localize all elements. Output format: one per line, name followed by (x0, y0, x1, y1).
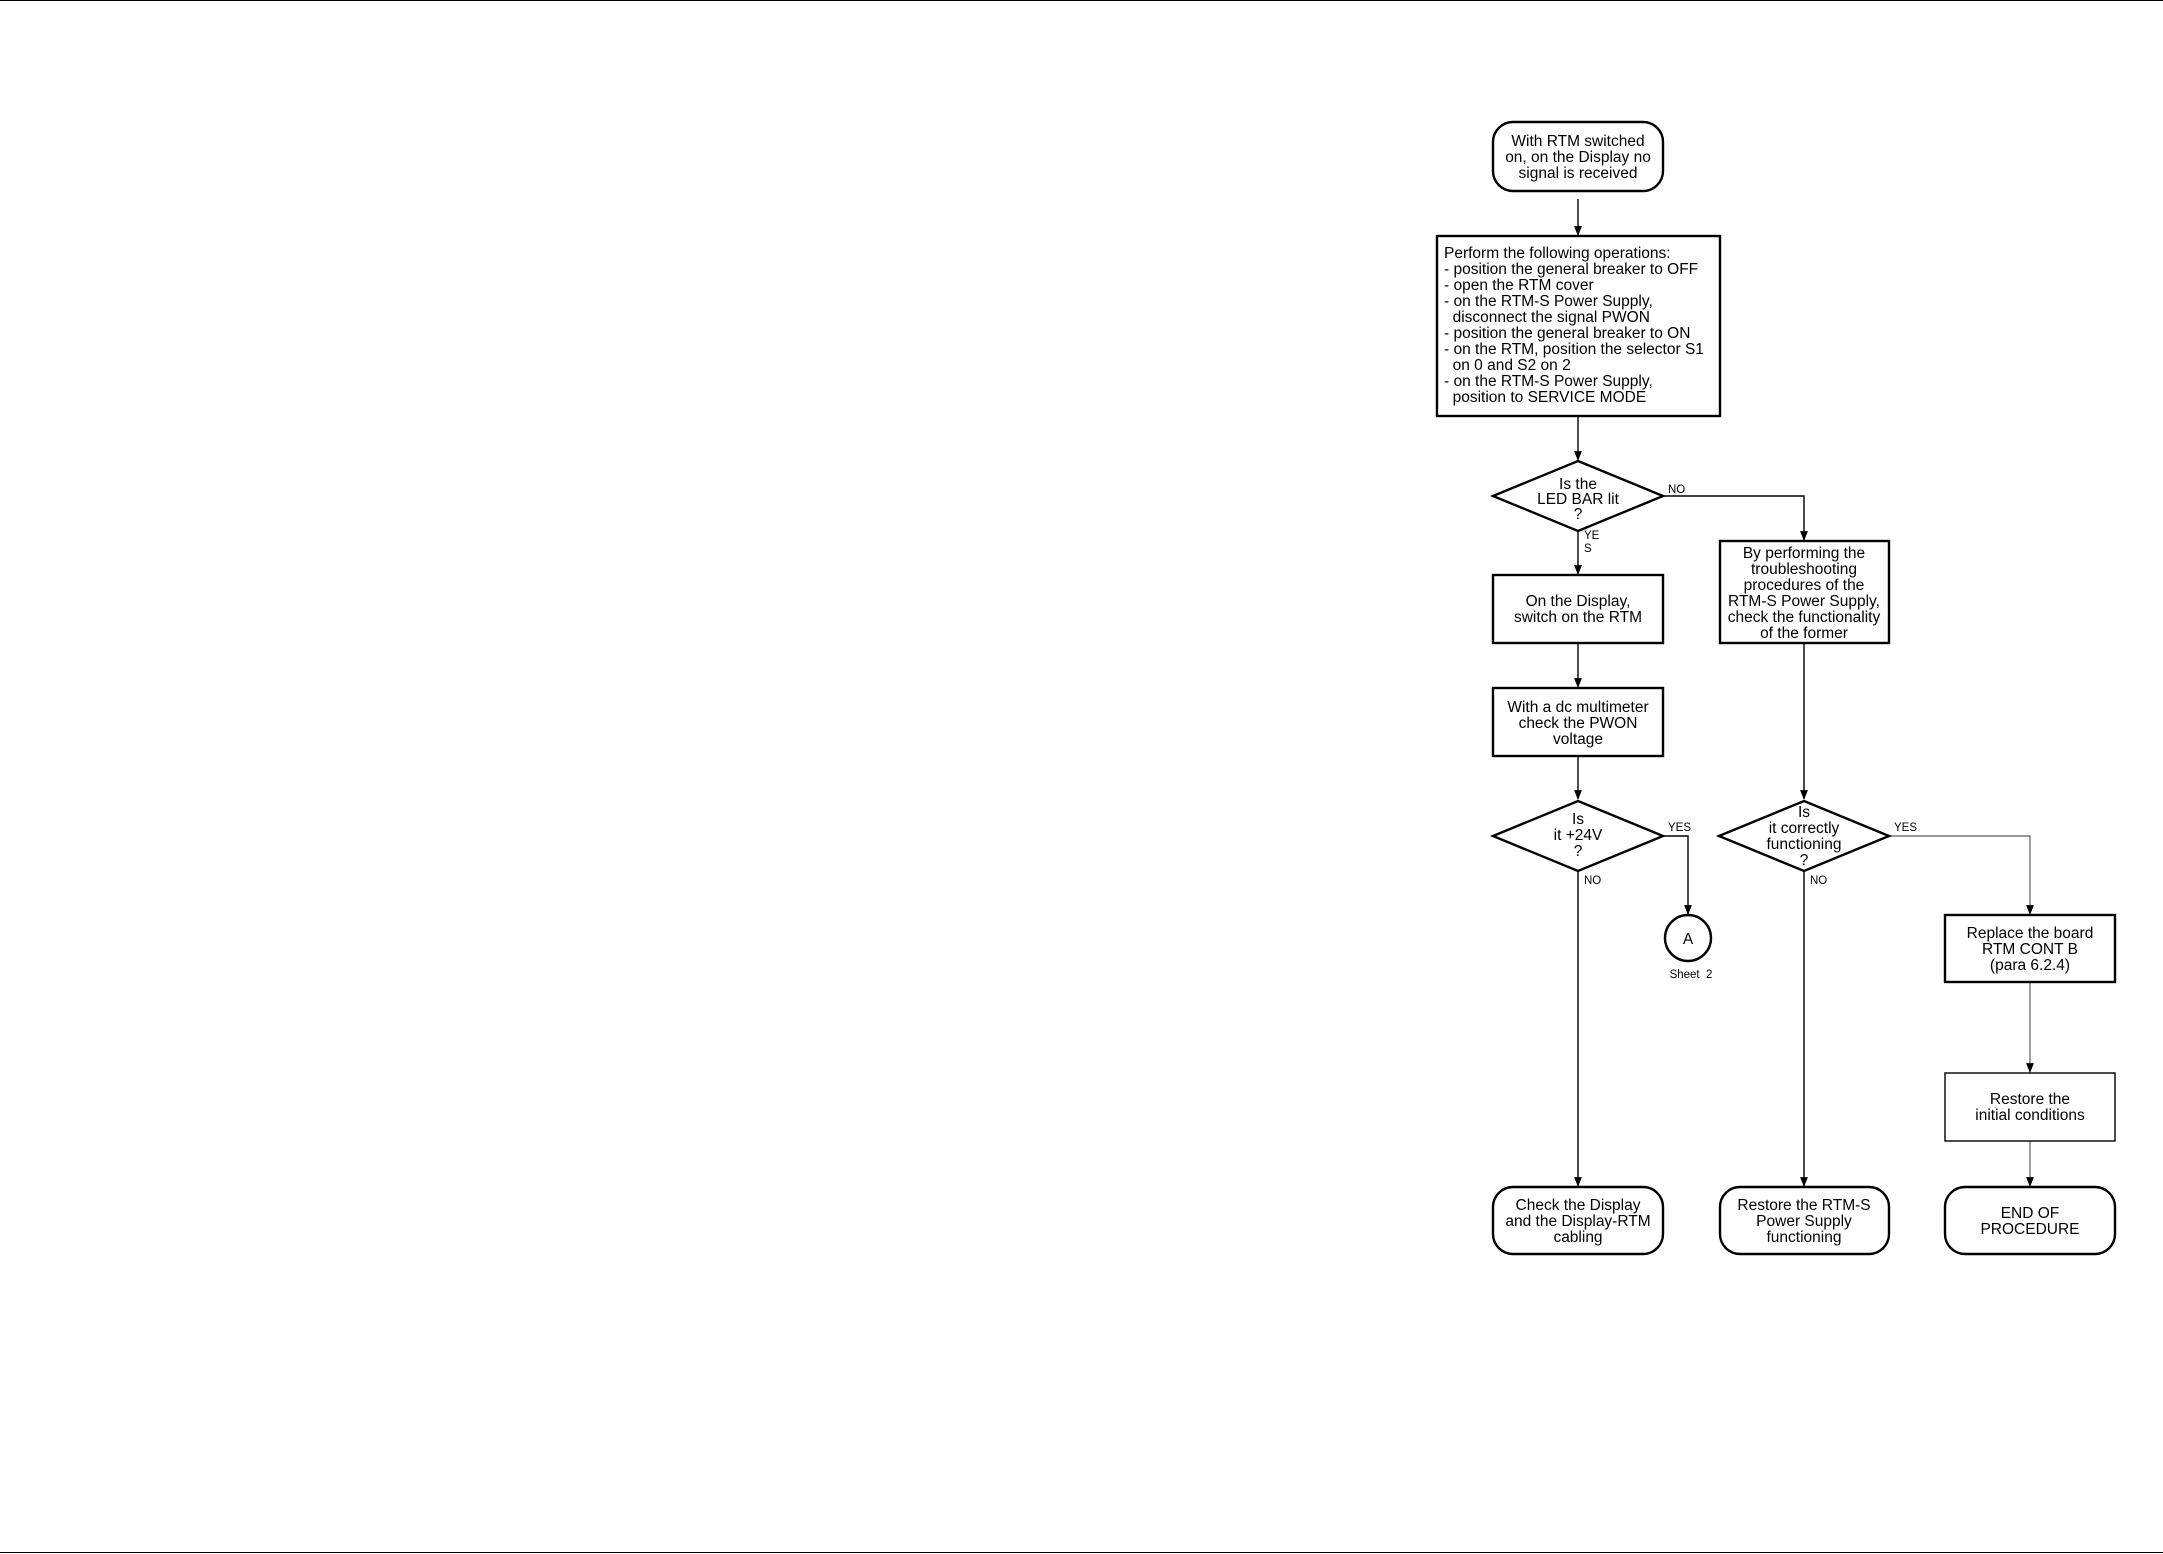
svg-text:position to SERVICE MODE: position to SERVICE MODE (1444, 389, 1647, 406)
svg-text:it correctly: it correctly (1768, 820, 1840, 837)
troubleshoot-box (1720, 541, 1889, 643)
label-no-led: NO (1668, 484, 1686, 496)
svg-text:Is: Is (1571, 811, 1585, 828)
svg-text:Replace the board: Replace the board (1966, 925, 2094, 942)
svg-text:(para 6.2.4): (para 6.2.4) (1989, 957, 2071, 974)
label-no-func: NO (1810, 875, 1828, 887)
operations-box (1437, 236, 1720, 416)
check-cabling-terminator (1493, 1187, 1663, 1254)
svg-text:- open the RTM cover: - open the RTM cover (1444, 277, 1594, 294)
svg-text:procedures of the: procedures of the (1743, 577, 1865, 594)
svg-text:initial conditions: initial conditions (1975, 1107, 2085, 1124)
svg-text:- on the RTM-S Power Supply,: - on the RTM-S Power Supply, (1444, 373, 1653, 390)
svg-text:functioning: functioning (1766, 1229, 1842, 1246)
svg-text:it +24V: it +24V (1553, 827, 1603, 844)
label-yes-led-2: S (1584, 543, 1592, 555)
svg-text:check the PWON: check the PWON (1518, 715, 1638, 732)
svg-text:?: ? (1573, 506, 1583, 523)
svg-text:Check the Display: Check the Display (1515, 1197, 1641, 1214)
start-terminator (1493, 122, 1663, 191)
svg-text:END OF: END OF (2000, 1205, 2060, 1222)
svg-text:and the Display-RTM: and the Display-RTM (1505, 1213, 1651, 1230)
svg-text:Is: Is (1797, 804, 1811, 821)
connector-a-sheet-2 (1665, 915, 1712, 981)
svg-text:Sheet 2: Sheet 2 (1669, 969, 1713, 981)
svg-text:PROCEDURE: PROCEDURE (1980, 1221, 2080, 1238)
svg-text:Restore the: Restore the (1989, 1091, 2071, 1108)
svg-text:With RTM switched: With RTM switched (1511, 133, 1645, 150)
svg-text:RTM-S Power Supply,: RTM-S Power Supply, (1728, 593, 1880, 610)
svg-text:RTM CONT B: RTM CONT B (1982, 941, 2078, 958)
svg-text:signal is received: signal is received (1518, 165, 1638, 182)
svg-text:switch on the RTM: switch on the RTM (1513, 609, 1643, 626)
svg-text:By performing the: By performing the (1742, 545, 1866, 562)
svg-text:With a dc multimeter: With a dc multimeter (1507, 699, 1649, 716)
svg-text:A: A (1682, 931, 1694, 948)
end-terminator (1945, 1187, 2115, 1254)
svg-text:Restore the RTM-S: Restore the RTM-S (1737, 1197, 1871, 1214)
decision-24v (1493, 801, 1663, 871)
restore-psu-terminator (1720, 1187, 1889, 1254)
multimeter-box (1493, 688, 1663, 756)
svg-text:- position the general breaker: - position the general breaker to OFF (1444, 261, 1699, 278)
replace-board-box (1945, 915, 2115, 982)
svg-text:Perform the following operatio: Perform the following operations: (1444, 245, 1671, 262)
svg-text:On the Display,: On the Display, (1525, 593, 1631, 610)
svg-text:functioning: functioning (1766, 836, 1842, 853)
svg-text:?: ? (1573, 843, 1583, 860)
label-yes-led-1: YE (1584, 530, 1600, 542)
svg-text:voltage: voltage (1553, 731, 1603, 748)
svg-text:on 0 and S2 on 2: on 0 and S2 on 2 (1444, 357, 1571, 374)
decision-led-bar (1493, 461, 1663, 531)
label-yes-24v: YES (1668, 822, 1692, 834)
svg-text:LED BAR lit: LED BAR lit (1537, 491, 1619, 508)
svg-text:disconnect the signal PWON: disconnect the signal PWON (1444, 309, 1650, 326)
restore-conditions-box (1945, 1073, 2115, 1141)
switch-on-box (1493, 575, 1663, 643)
svg-text:check the functionality: check the functionality (1727, 609, 1881, 626)
label-yes-func: YES (1894, 822, 1918, 834)
svg-text:Power Supply: Power Supply (1756, 1213, 1852, 1230)
svg-text:on, on the Display no: on, on the Display no (1505, 149, 1651, 166)
label-no-24v: NO (1584, 875, 1602, 887)
svg-text:- on the RTM-S Power Supply,: - on the RTM-S Power Supply, (1444, 293, 1653, 310)
svg-text:Is the: Is the (1559, 476, 1597, 493)
svg-text:- position the general breaker: - position the general breaker to ON (1444, 325, 1691, 342)
svg-text:?: ? (1799, 852, 1809, 869)
decision-functioning (1719, 801, 1889, 871)
svg-text:cabling: cabling (1553, 1229, 1603, 1246)
svg-text:of the former: of the former (1760, 625, 1848, 642)
svg-text:troubleshooting: troubleshooting (1751, 561, 1857, 578)
svg-text:- on the RTM, position the sel: - on the RTM, position the selector S1 (1444, 341, 1704, 358)
